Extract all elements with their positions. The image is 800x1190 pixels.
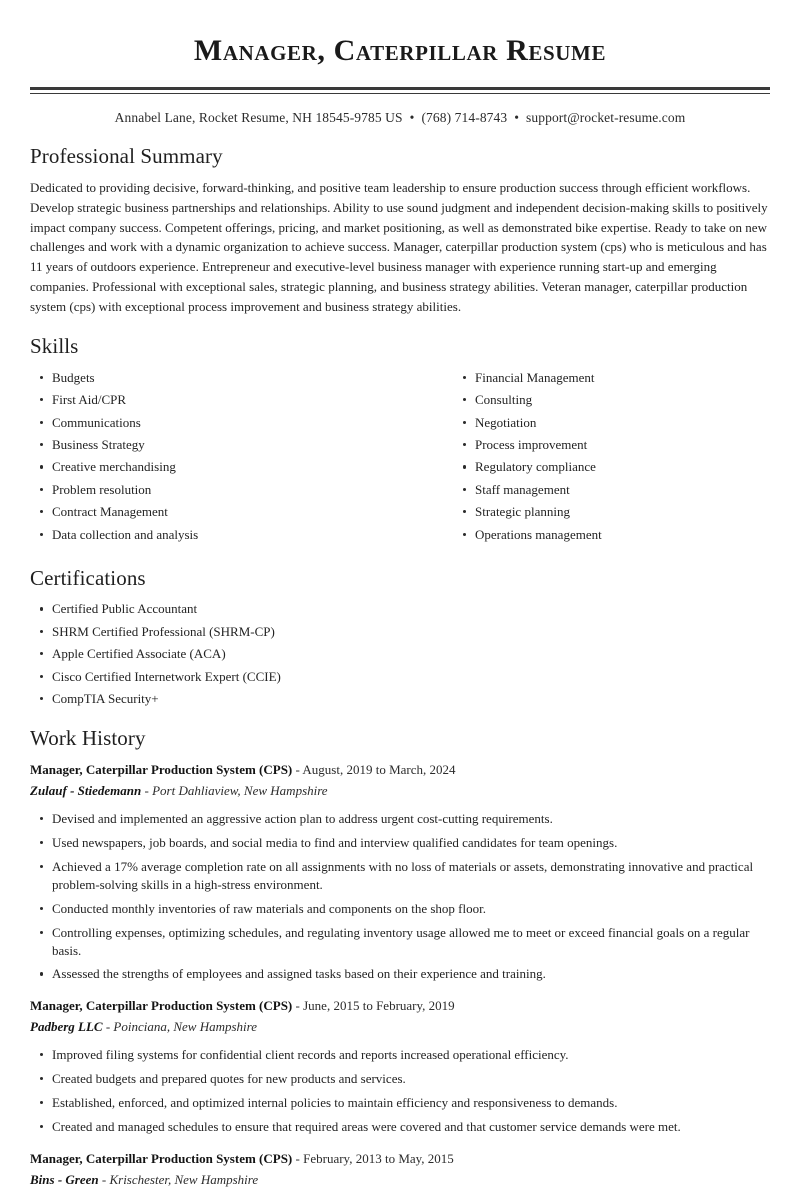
list-item: Problem resolution (30, 481, 400, 499)
list-item: Created budgets and prepared quotes for new products and services. (30, 1070, 770, 1088)
section-heading-skills: Skills (30, 334, 79, 359)
job-company: Bins - Green (30, 1171, 99, 1187)
list-item: Conducted monthly inventories of raw materials and components on the shop floor. (30, 900, 770, 918)
job-company-line (30, 782, 770, 801)
list-item: Certified Public Accountant (30, 600, 770, 618)
list-item: Created and managed schedules to ensure that required areas were covered and that customer service demands were met. (30, 1118, 770, 1136)
job-title: Manager, Caterpillar Production System (CPS) (30, 998, 293, 1014)
contact-address: Annabel Lane, Rocket Resume, NH 18545-9785 US (114, 110, 403, 125)
work-history-entry (30, 1150, 770, 1190)
list-item: Budgets (30, 369, 400, 387)
skills-list-left (30, 369, 400, 544)
list-item: Business Strategy (30, 436, 400, 454)
job-title-separator: - (295, 998, 300, 1014)
list-item: Controlling expenses, optimizing schedules, and regulating inventory usage allowed me to meet or exceed financial goals on a regular basis. (30, 924, 770, 960)
job-location: Poinciana, New Hampshire (113, 1019, 258, 1035)
skills-list-right (453, 369, 770, 544)
list-item: Negotiation (453, 414, 770, 432)
contact-separator-1: • (409, 110, 415, 125)
job-bullets-list (30, 1046, 770, 1136)
summary-text: Dedicated to providing decisive, forward-thinking, and positive team leadership to ensure production success through efficient workflows. Develop strategic business partnerships and relationships. Ability to use sound judgment and independent decision-making skills to positively impact company success. Competent offerings, pricing, and market positioning, as well as demonstrated bike expertise. Ready to take on new challenges and work with a dynamic organization to achieve success. Manager, caterpillar production system (cps) who is meticulous and has 11 years of outdoors experience. Entrepreneur and executive-level business manager with experience running start-up and emerging companies. Professional with exceptional sales, strategic planning, and business strategy abilities. Veteran manager, caterpillar production system (cps) with exceptional process improvement and business strategy abilities. (30, 180, 768, 314)
list-item: Achieved a 17% average completion rate on all assignments with no loss of materials or assets, demonstrating innovative and practical problem-solving skills in a high-stress environment. (30, 858, 770, 894)
section-heading-work-history: Work History (30, 726, 146, 750)
job-title-line (30, 1150, 770, 1169)
section-heading-summary: Professional Summary (30, 144, 223, 168)
section-heading-certifications: Certifications (30, 566, 146, 591)
list-item: Used newspapers, job boards, and social media to find and interview qualified candidates for team openings. (30, 834, 770, 852)
work-history-entry (30, 761, 770, 983)
job-company: Zulauf - Stiedemann (30, 783, 142, 799)
contact-line (30, 94, 770, 126)
job-title-separator: - (295, 1150, 300, 1166)
page-title: Manager, Caterpillar Resume (193, 34, 607, 67)
job-dates: February, 2013 to May, 2015 (303, 1150, 454, 1166)
job-location: Port Dahliaview, New Hampshire (152, 783, 328, 799)
certifications-list (30, 600, 770, 708)
job-company-line (30, 1018, 770, 1037)
job-company-separator: - (101, 1171, 107, 1187)
list-item: Process improvement (453, 436, 770, 454)
job-dates: June, 2015 to February, 2019 (303, 998, 455, 1014)
header-divider (30, 87, 770, 94)
list-item: Assessed the strengths of employees and assigned tasks based on their experience and training. (30, 965, 770, 983)
list-item: Apple Certified Associate (ACA) (30, 645, 770, 663)
skills-grid (30, 369, 770, 549)
list-item: Cisco Certified Internetwork Expert (CCIE) (30, 668, 770, 686)
list-item: Established, enforced, and optimized internal policies to maintain efficiency and responsiveness to demands. (30, 1094, 770, 1112)
list-item: Contract Management (30, 503, 400, 521)
skills-column-left (30, 369, 400, 549)
job-title: Manager, Caterpillar Production System (CPS) (30, 1150, 293, 1166)
list-item: Operations management (453, 526, 770, 544)
list-item: Consulting (453, 391, 770, 409)
list-item: Improved filing systems for confidential client records and reports increased operational efficiency. (30, 1046, 770, 1064)
job-company-line (30, 1171, 770, 1190)
section-work-history (30, 726, 770, 1190)
contact-email: support@rocket-resume.com (526, 110, 686, 125)
list-item: Staff management (453, 481, 770, 499)
job-dates: August, 2019 to March, 2024 (302, 762, 456, 778)
contact-phone: (768) 714-8743 (421, 110, 508, 125)
section-skills (30, 334, 770, 548)
list-item: Creative merchandising (30, 458, 400, 476)
job-bullets-list (30, 810, 770, 984)
job-company: Padberg LLC (30, 1019, 103, 1035)
job-title-separator: - (295, 762, 300, 778)
job-company-separator: - (105, 1019, 111, 1035)
list-item: Regulatory compliance (453, 458, 770, 476)
list-item: Devised and implemented an aggressive action plan to address urgent cost-cutting requirements. (30, 810, 770, 828)
list-item: Data collection and analysis (30, 526, 400, 544)
section-professional-summary (30, 144, 770, 316)
section-certifications (30, 566, 770, 708)
job-title-line (30, 997, 770, 1016)
list-item: Financial Management (453, 369, 770, 387)
work-history-entry (30, 997, 770, 1135)
job-company-separator: - (144, 783, 149, 799)
job-title: Manager, Caterpillar Production System (CPS) (30, 762, 293, 778)
list-item: SHRM Certified Professional (SHRM-CP) (30, 623, 770, 641)
list-item: First Aid/CPR (30, 391, 400, 409)
job-title-line (30, 761, 770, 780)
list-item: Communications (30, 414, 400, 432)
skills-column-right (400, 369, 770, 549)
contact-separator-2: • (514, 110, 520, 125)
list-item: CompTIA Security+ (30, 690, 770, 708)
list-item: Strategic planning (453, 503, 770, 521)
job-location: Krischester, New Hampshire (109, 1171, 259, 1187)
